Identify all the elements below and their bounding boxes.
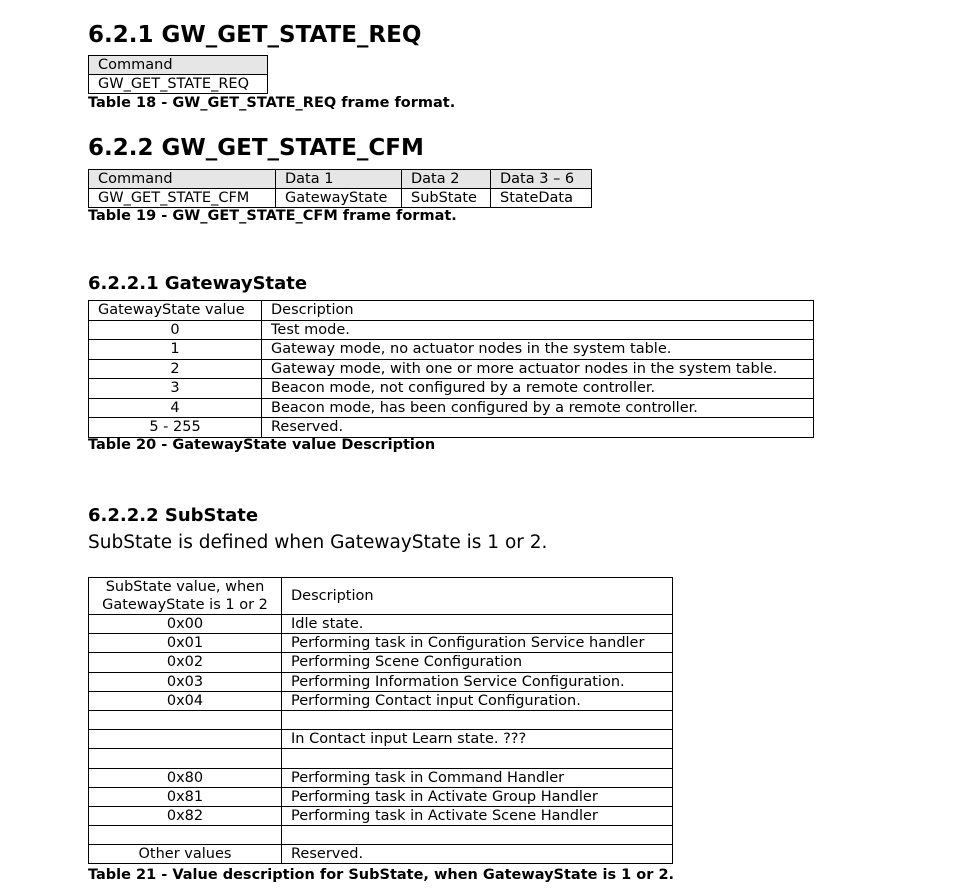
- cell-description: Test mode.: [262, 320, 814, 340]
- header-substate-value: [89, 578, 282, 615]
- cell-value: 0x80: [89, 768, 282, 787]
- table-21-caption: Table 21 - Value description for SubState, when GatewayState is 1 or 2.: [88, 867, 675, 883]
- cell-value: 0: [89, 320, 262, 340]
- cell-description: Idle state.: [282, 615, 673, 634]
- table-row: [89, 768, 673, 787]
- table-row: [89, 672, 673, 691]
- cell-description: Gateway mode, with one or more actuator nodes in the system table.: [262, 359, 814, 379]
- header-command: Command: [89, 56, 268, 75]
- cell-command: GW_GET_STATE_CFM: [89, 189, 276, 208]
- table-18-caption: Table 18 - GW_GET_STATE_REQ frame format.: [88, 95, 456, 111]
- table-row: [89, 615, 673, 634]
- table-row: [89, 806, 673, 825]
- cell-value: 3: [89, 379, 262, 399]
- table-row: [89, 75, 268, 94]
- cell-value: 0x03: [89, 672, 282, 691]
- cell-description: Performing task in Command Handler: [282, 768, 673, 787]
- cell-description: Beacon mode, has been configured by a remote controller.: [262, 398, 814, 418]
- section-heading-6-2-2: 6.2.2 GW_GET_STATE_CFM: [88, 135, 424, 161]
- cell-description: Performing Scene Configuration: [282, 653, 673, 672]
- table-19-caption: Table 19 - GW_GET_STATE_CFM frame format.: [88, 208, 457, 224]
- cell-description: Performing task in Activate Scene Handler: [282, 806, 673, 825]
- cell-value: 0x00: [89, 615, 282, 634]
- cell-description: Performing task in Configuration Service handler: [282, 634, 673, 653]
- header-data-1: Data 1: [276, 170, 402, 189]
- cell-value: 4: [89, 398, 262, 418]
- header-data-3-6: Data 3 – 6: [491, 170, 592, 189]
- header-gatewaystate-value: GatewayState value: [89, 301, 262, 321]
- cell-value: Other values: [89, 845, 282, 864]
- table-header-row: [89, 578, 673, 615]
- cell-command: GW_GET_STATE_REQ: [89, 75, 268, 94]
- table-header-row: [89, 301, 814, 321]
- table-row: [89, 379, 814, 399]
- header-substate-value-line-1: SubState value, when: [105, 579, 265, 595]
- cell-value: 0x04: [89, 691, 282, 710]
- cell-description: Beacon mode, not configured by a remote controller.: [262, 379, 814, 399]
- cell-value: 0x82: [89, 806, 282, 825]
- header-description: Description: [282, 578, 673, 615]
- cell-value: [89, 749, 282, 768]
- table-row-empty: [89, 710, 673, 729]
- table-row: [89, 189, 592, 208]
- cell-value: [89, 826, 282, 845]
- table-row: [89, 398, 814, 418]
- table-row: [89, 340, 814, 360]
- table-header-row: [89, 56, 268, 75]
- table-19: [88, 169, 592, 208]
- cell-value: 0x81: [89, 787, 282, 806]
- cell-description: Reserved.: [262, 418, 814, 438]
- cell-description: In Contact input Learn state. ???: [282, 730, 673, 749]
- cell-description: Performing Information Service Configuration.: [282, 672, 673, 691]
- header-substate-value-line-2: GatewayState is 1 or 2: [102, 597, 268, 613]
- table-row: [89, 320, 814, 340]
- section-heading-6-2-2-2: 6.2.2.2 SubState: [88, 505, 259, 526]
- cell-value: 0x02: [89, 653, 282, 672]
- cell-description: Performing Contact input Configuration.: [282, 691, 673, 710]
- cell-data-1: GatewayState: [276, 189, 402, 208]
- table-row-empty: [89, 749, 673, 768]
- cell-value: [89, 710, 282, 729]
- cell-value: 0x01: [89, 634, 282, 653]
- section-heading-6-2-1: 6.2.1 GW_GET_STATE_REQ: [88, 22, 422, 48]
- cell-value: 1: [89, 340, 262, 360]
- table-18: [88, 55, 268, 94]
- table-row-empty: [89, 826, 673, 845]
- table-row: [89, 787, 673, 806]
- table-row: [89, 634, 673, 653]
- header-data-2: Data 2: [402, 170, 491, 189]
- cell-value: 2: [89, 359, 262, 379]
- substate-paragraph: SubState is defined when GatewayState is 1 or 2.: [88, 532, 548, 553]
- table-row: [89, 691, 673, 710]
- table-row: [89, 418, 814, 438]
- section-heading-6-2-2-1: 6.2.2.1 GatewayState: [88, 273, 308, 294]
- table-row: [89, 730, 673, 749]
- cell-value: [89, 730, 282, 749]
- table-row: [89, 845, 673, 864]
- header-description: Description: [262, 301, 814, 321]
- cell-description: Performing task in Activate Group Handler: [282, 787, 673, 806]
- cell-value: 5 - 255: [89, 418, 262, 438]
- cell-description: [282, 826, 673, 845]
- header-command: Command: [89, 170, 276, 189]
- table-20: [88, 300, 814, 438]
- cell-description: [282, 749, 673, 768]
- table-20-caption: Table 20 - GatewayState value Description: [88, 437, 436, 453]
- cell-description: [282, 710, 673, 729]
- cell-data-3-6: StateData: [491, 189, 592, 208]
- cell-description: Gateway mode, no actuator nodes in the system table.: [262, 340, 814, 360]
- table-21: [88, 577, 673, 864]
- table-header-row: [89, 170, 592, 189]
- cell-description: Reserved.: [282, 845, 673, 864]
- table-row: [89, 359, 814, 379]
- table-row: [89, 653, 673, 672]
- cell-data-2: SubState: [402, 189, 491, 208]
